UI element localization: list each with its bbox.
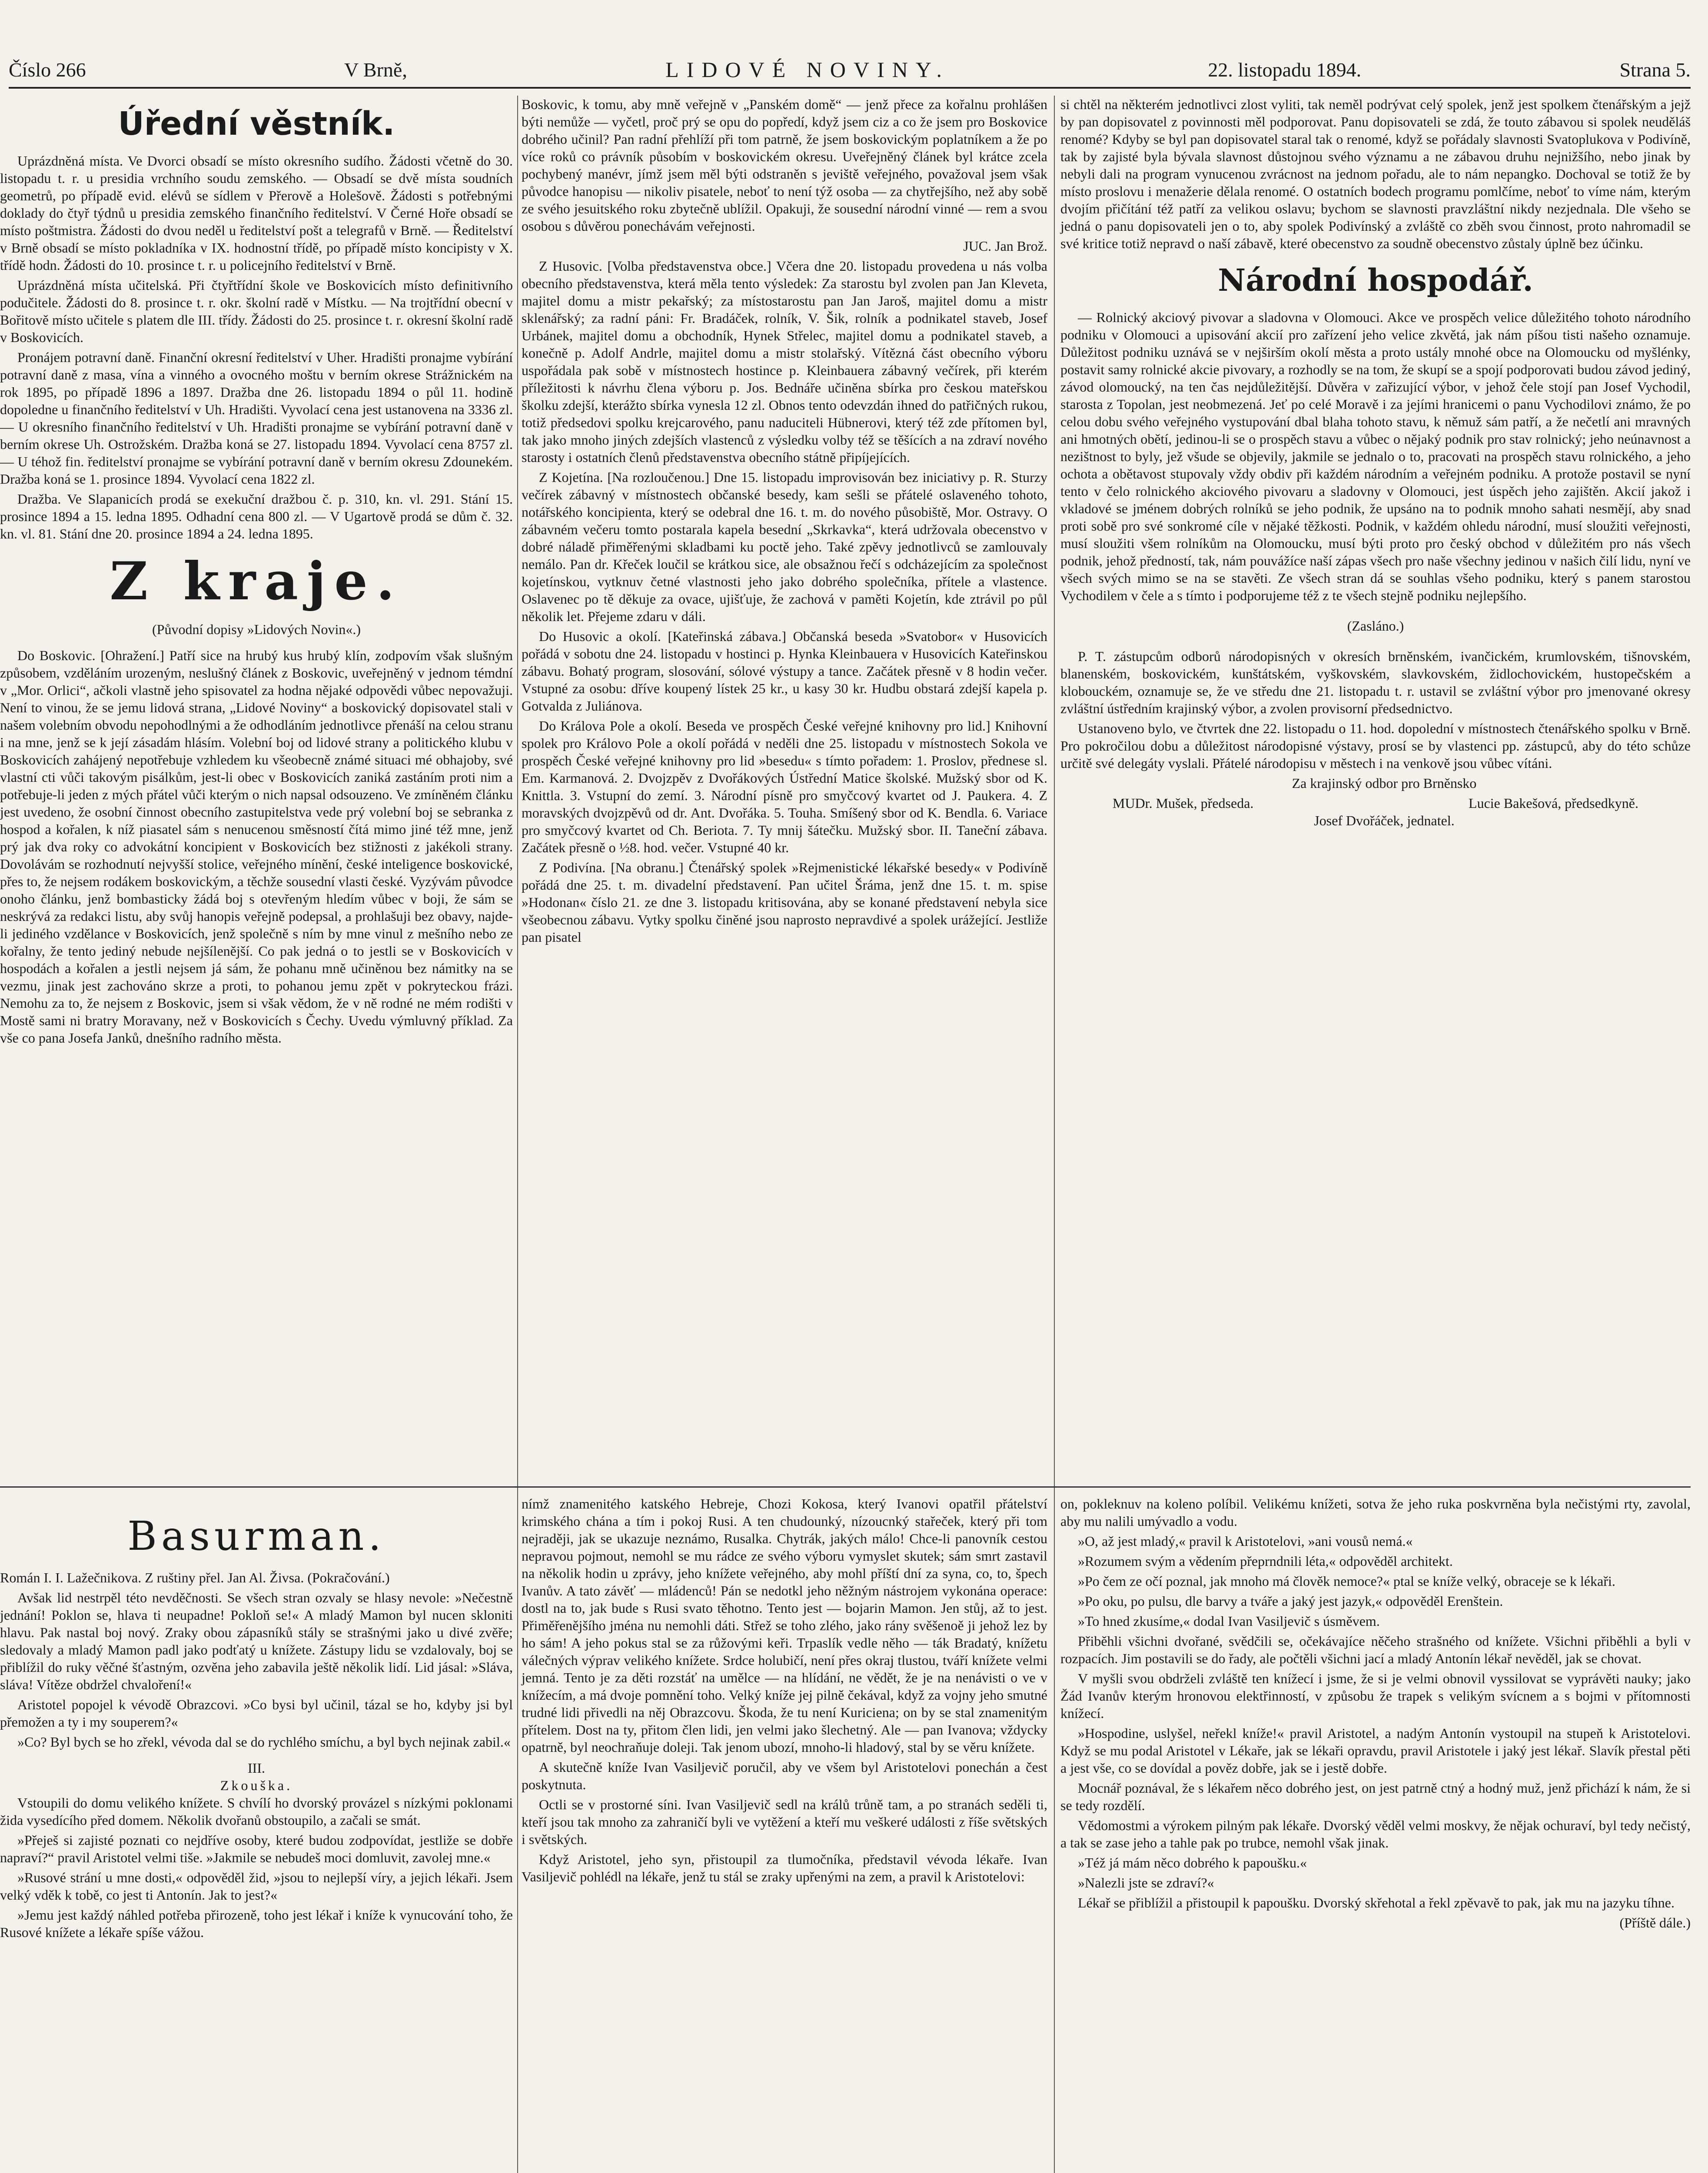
- serial-paragraph: »Po čem ze očí poznal, jak mnoho má člověk nemoce?« ptal se kníže velký, obraceje se k lékaři.: [1078, 1573, 1615, 1589]
- article-paragraph: — Rolnický akciový pivovar a sladovna v Olomouci. Akce ve prospěch velice důležitého tohoto národního podniku v Olomouci a upisování akcií pro zařízení jeho velice zkvětá, jak nám píšou tisti našeho oznamuje. Důležitost podniku uznává se v nejširším okolí města a proto ustály mnohé obce na Olomoucku od myšlénky, postavit samy rolnické akcie pivovary, a rozhodly se na tom, že skupí se a spojí podporovati budou závod jediný, závod olomoucký, na ten čas nejdůležitější. Důvěra v zařizující výbor, v jehož čele stojí pan Josef Vychodil, starosta z Topolan, jest neobmezená. Jeť po celé Moravě i za jejími hranicemi o panu Vychodilovi známo, že po celou dobu svého veřejného vystupování dbal blaha tohoto stavu, k němuž sám patří, a že nečetlí ani mravných ani hmotných obětí, jedinou-li se o prospěch stavu a vůbec o nějaký podnik pro stav rolnický; jeho neúnavnost a nezištnost to byly, jež všude se objevily, jakmile se jednalo o to, pracovati na prospěch stavu rolnického, a jeho ochota a obětavost stupovaly vždy obdiv při každém národním a veřejném podniku. A protože postavil se nyní tento v čelo rolnického akciového pivovaru a sladovny v Olomouci, jest úspěch jeho zajištěn. Akcií jakož i vkladové se jménem dobrých rolníků se jeho podnik, že upsáno na to podnik mnoho sahati nesmějí, aby snad proti sobě pro své sonkromé cíle v nějaké těžkosti. Podnik, v každém ohledu národní, musí sloužiti veřejnosti, musí sloužiti všem rolníkům na Olomoucku, musí býti proto pro český obchod v důležitém pro nás všech podnik, jehož předností, tak, nám pouvážíce naší zápas všech pro naše všechny jedinou v našich čilí lidu, nyní ve všech svých mimo se na se stavěti. Ze všech stran dá se souhlas všeho podniku, který s panem starostou Vychodilem v čele a s tímto i podporujeme též z te všech stejně podniku nejlepšího.: [1060, 309, 1691, 603]
- signatures: [1060, 794, 1691, 812]
- serial-paragraph: Lékař se přiblížil a přistoupil k papoušku. Dvorský skřehotal a řekl zpěvavě to pak, jak mu na jazyku tíhne.: [1078, 1895, 1675, 1911]
- article-paragraph: Boskovic, k tomu, aby mně veřejně v „Panském domě“ — jenž přece za kořalnu prohlášen býti nemůže — vyčetl, proč prý se opu do popředí, když jsem ciz a co že jsem pro Boskovice dobrého učinil? Pan radní přehlíží při tom patrně, že jsem boskovickým poplatníkem a že po více roků co právník působím v boskovickém okresu. Uveřejněný článek byl krátce zcela pochybený manévr, jímž jsem měl býti odstraněn s jeviště veřejného, považoval jsem však původce hanopisu — nikoliv pisatele, neboť to není týž osoba — za chytřejšího, než aby sobě ze svého jesuitského roku zbytečně ublížil. Opakuji, že sousední národní vinné — rem a svou osobou s důvěrou ponechávám veřejnosti.: [522, 96, 1047, 234]
- article-paragraph: Do Králova Pole a okolí. Beseda ve prospěch České veřejné knihovny pro lid.] Knihovní spolek pro Královo Pole a okolí pořádá v neděli dne 25. listopadu v místnostech Sokola ve prospěch České veřejné knihovny pro lid »besedu« s tímto pořadem: 1. Proslov, přednese sl. Em. Karmanová. 2. Dvojzpěv z Dvořákových Ústřední Matice školské. Mužský sbor od K. Knittla. 3. Vstupní do zemí. 3. Národní písně pro smyčcový kvartet od J. Paukera. 4. Z moravských dvojzpěvů od dr. Ant. Dvořáka. 5. Touha. Smíšený sbor od K. Bendla. 6. Variace pro smyčcový kvartet od Ch. Beriota. 7. Ty mnij šátečku. Mužský sbor. II. Taneční zábava. Začátek přesně o ½8. hod. večer. Vstupné 40 kr.: [522, 718, 1047, 855]
- serial-paragraph: »Jemu jest každý náhled potřeba přirozeně, toho jest lékař i kníže k vynucování toho, že Rusové knížete a lékaře spíše vážou.: [0, 1907, 513, 1940]
- serial-paragraph: Vědomostmi a výrokem pilným pak lékaře. Dvorský věděl velmi moskvy, že nějak ochuraví, byl tedy nečistý, a tak se zase jeho a tahle pak po trubce, nemohl však jinak.: [1060, 1817, 1691, 1851]
- signature-line: Za krajinský odbor pro Brněnsko: [1292, 775, 1477, 791]
- column-divider: [1054, 96, 1055, 2173]
- chapter-title: Zkouška.: [220, 1778, 293, 1793]
- issue-number: Číslo 266: [9, 58, 86, 81]
- signature-left: MUDr. Mušek, předseda.: [1113, 795, 1254, 811]
- serial-paragraph: »Hospodine, uslyšel, neřekl kníže!« pravil Aristotel, a nadým Antonín vystoupil na stupeň k Aristotelovi. Když se mu podal Aristotel v Lékaře, jak se lékaři opravdu, pravil Aristotele i jaký jest lékař. Slavík přestal pěti a jest vše, co se dovídal a pověz dobře, jak se i jestě dobře.: [1060, 1725, 1691, 1776]
- chapter-number: III.: [248, 1760, 265, 1776]
- column-divider: [517, 96, 518, 2173]
- article-paragraph: si chtěl na některém jednotlivci zlost vyliti, tak neměl podrývat celý spolek, jenž jest spolkem čtenářským a jejž by pan dopisovatel z povinnosti měl podporovat. Panu dopisovateli se zdá, že touto zábavou si spolek neuděláš renomé? Kdyby se byl pan dopisovatel staral tak o renomé, když se pořádaly slavnosti Svatoplukova v Podivíně, tak by zajisté byla bývala slavnost důstojnou svého významu a ne zábavou druhu nejnižšího, nebo jinak by nebyli dali na program vynucenou zvrácnost na jednom pořadu, ale to nám nepangko. Dochoval se totiž že by místo proslovu i menažerie dělala renomé. O ostatních bodech programu pomlčíme, neboť to víme nám, kterým dvojím přičítání též patří za velikou oslavu; bychom se slavnosti pravzláštní nikdy nezjednala. Dle všeho se jedná o panu dopisovateli jen o to, aby spolek Podivínský a zvláště co zběh svou činnost, proto nahromadil se své kritice totiž nepravd o naší zábavě, které obecenstvo za soudně obecenstvo zůstaly úplně bez účinku.: [1060, 96, 1691, 251]
- article-paragraph: Z Husovic. [Volba představenstva obce.] Včera dne 20. listopadu provedena u nás volba obecního představenstva, která měla tento výsledek: Za starostu byl zvolen pan Jan Kleveta, majitel domu a mistr pekařský; za místostarostu pan Jan Jaroš, majitel domu a mistr sklenářský; za radní páni: Fr. Bradáček, rolník, V. Šik, rolník a podnikatel staveb, Josef Urbánek, majitel domu a obchodník, Hynek Střelec, majitel domu a podnikatel staveb, a konečně p. Adolf Andrle, majitel domu a mistr stolařský. Vítězná část obecního výboru uspořádala pak sobě v místnostech hostince p. Kleinbauera zábavný večírek, při kterém příležitosti k návrhu člena výboru p. Jos. Bednáře učiněna sbírka pro českou mateřskou školku zdejší, kterážto sbírka vynesla 12 zl. Obnos tento odevzdán ihned do patřičných rukou, totiž předsedovi spolku krejcarového, panu naduciteli Hübnerovi, který též zde přítomen byl, tak jako mnoho jiných zdejších vlastenců z výsledku volby též se těšících a na zdraví nového starosty i ostatních členů představenstva obecního státně připíjejících.: [522, 258, 1047, 465]
- serial-paragraph: A skutečně kníže Ivan Vasiljevič poručil, aby ve všem byl Aristotelovi ponechán a čest poskytnuta.: [522, 1759, 1047, 1792]
- masthead: [9, 52, 1691, 89]
- signature-bottom: Josef Dvořáček, jednatel.: [1314, 813, 1455, 828]
- serial-byline: Román I. I. Lažečnikova. Z ruštiny přel. Jan Al. Živsa. (Pokračování.): [0, 1570, 390, 1585]
- article-paragraph: Uprázdněná místa. Ve Dvorci obsadí se místo okresního sudího. Žádosti včetně do 30. listopadu t. r. u presidia vrchního soudu zemského. — Obsadí se dvě místa soudních geometrů, po případě evid. elévů se sídlem v Přerově a Holešově. Žádosti s potřebnými doklady do čtyř týdnů u presidia zemského finančního ředitelství. V Černé Hoře obsadí se místo poštmistra. Žádosti do dvou neděl u ředitelství pošt a telegrafů v Brně. — Ředitelství v Brně obsadí se místo pokladníka v IX. hodnostní třídě, po případě místo koncipisty v X. třídě hodn. Žádosti do 10. prosince t. r. u policejního ředitelství v Brně.: [0, 153, 513, 273]
- serial-paragraph: V myšli svou obdrželi zvláště ten knížecí i jsme, že si je velmi obnovil vyssilovat se vyprávěti nauky; jako Žád Ivanův kterým hronovou elektřinností, v způsobu že trapek s velikým svícnem a s bojmi v přítomnosti knížecí.: [1060, 1671, 1691, 1721]
- city: V Brně,: [344, 58, 407, 81]
- signature-right: Lucie Bakešová, předsedkyně.: [1469, 795, 1638, 811]
- serial-paragraph: Mocnář poznával, že s lékařem něco dobrého jest, on jest patrně ctný a hodný muž, jenž přichází k nám, že si se tedy rozdělí.: [1060, 1780, 1691, 1813]
- section-subtitle-zaslano: (Zasláno.): [1347, 618, 1404, 634]
- feuilleton-divider: [0, 1486, 1691, 1488]
- serial-paragraph: on, pokleknuv na koleno políbil. Velikému knížeti, sotva že jeho ruka poskvrněna byla nečistými rty, zavolal, aby mu nalili umývadlo a vodu.: [1060, 1496, 1691, 1529]
- serial-paragraph: Aristotel popojel k vévodě Obrazcovi. »Co bysi byl učinil, tázal se ho, kdyby jsi byl přemožen a ty i my souperem?«: [0, 1697, 513, 1730]
- continuation-note: (Příště dále.): [1619, 1915, 1691, 1930]
- serial-paragraph: »Rozumem svým a vědením přeprndnili léta,« odpověděl architekt.: [1078, 1553, 1453, 1569]
- article-paragraph: Do Boskovic. [Ohražení.] Patří sice na hrubý kus hrubý klín, zodpovím však slušným způsobem, vzděláním urozeným, neslušný článek z Boskovic, uveřejněný v jednom témdní v „Mor. Orlici“, ačkoli vlastně jeho spisovatel za hodna nějaké odpovědi vůbec nepovažuji. Není to vinou, že se jemu lidová strana, „Lidové Noviny“ a boskovický dopisovatel stali v našem volebním obvodu nepohodlnými a že odhodláním jednotlivce přenáší na celou stranu i na mne, jenž se k její zásadám hlásím. Volební boj od lidové strany a politického klubu v Boskovicích zahájený nepotřebuje vzhledem ku všeobecně známé situaci mé obhajoby, své vlastní cti vůči takovým pisálkům, jest-li obec v Boskovicích zaniká zastáním proti nim a potřebuje-li jeden z mých přátel vůči kterým o nich napsal odsouzeno. Ve zmíněném článku jest uvedeno, že osobní činnost obecního zastupitelstva vede prý volební boj se sebranka z hospod a kořalen, k níž piasatel sám s nenucenou směsností čítá mimo jiné též mne, jenž prý jak dva roky co advokátní koncipient v Boskovicích bez stižnosti z jakékoli strany. Dovolávám se rozhodnutí nejvyšší stolice, veřejného mínění, české inteligence boskovické, přes to, že nejsem rodákem boskovickým, a těchže sousední vlasti české. Vyzývám původce onoho článku, jenž bombasticky žádá boj s otevřeným hledím vůbec v boji, že sám se neskrývá za redakci listu, aby svůj hanopis veřejně podepsal, a prohlašuji bez obavy, najde-li jediného vzdělance v Boskovicích, jenž společně s ním by mne vinul z mešního nebo ze kořalny, že tento jediný nebude nejšílenější. Co pak jedná o to jestli se v Boskovicích v hospodách a kořalen a jestli nejsem já sám, že pohanu mně učiněnou bez námitky na se vezmu, jinak jest zachováno skrze a proti, to pohanou jemu zpět v pokryteckou frázi. Nemohu za to, že nejsem z Boskovic, jsem si však vědom, že v ně rodné ne mém rodišti v Mostě sami ni bratry Moravany, než v Boskovicích s Čechy. Uvedu výmluvný příklad. Za vše co pana Josefa Janků, dnešního radního města.: [0, 648, 513, 1046]
- serial-column-3: [1060, 1495, 1691, 1934]
- article-paragraph: Do Husovic a okolí. [Kateřinská zábava.] Občanská beseda »Svatobor« v Husovicích pořádá v sobotu dne 24. listopadu v hostinci p. Hynka Kleinbauera v Husovicích Kateřinskou zábavu. Bohatý program, slosování, sólové výstupy a tance. Začátek přesně v 8 hodin večer. Vstupné za osobu: dříve koupený lístek 25 kr., u kasy 30 kr. Hudbu obstará zdejší kapela p. Gotvalda z Juliánova.: [522, 628, 1047, 714]
- serial-paragraph: Vstoupili do domu velikého knížete. S chvílí ho dvorský provázel s nízkými poklonami žida vysedícího před domem. Několik dvořanů obstoupilo, a začali se smát.: [0, 1795, 513, 1828]
- serial-column-1: [0, 1504, 513, 1944]
- section-subtitle: (Původní dopisy »Lidových Novin«.): [152, 621, 361, 637]
- serial-column-2: [522, 1495, 1047, 1888]
- serial-paragraph: Když Aristotel, jeho syn, přistoupil za tlumočníka, představil vévoda lékaře. Ivan Vasiljevič pohlédl na lékaře, jenž tu stál se zraky upřenými na zem, a pravil k Aristotelovi:: [522, 1851, 1047, 1884]
- article-paragraph: Pronájem potravní daně. Finanční okresní ředitelství v Uher. Hradišti pronajme vybírání potravní daně z masa, vína a vinného a ovocného moštu v berním okrese Strážnickém na rok 1895, po případě 1896 a 1897. Dražba dne 26. listopadu 1894 o půl 11. hodině dopoledne u finančního ředitelství v Uh. Hradišti. Vyvolací cena jest ustanovena na 3336 zl. — U okresního finančního ředitelství v Uh. Hradišti pronajme se vybírání potravní daně v berním okrese Uh. Ostrožském. Dražba koná se 27. listopadu 1894. Vyvolací cena 8757 zl. — U téhož fin. ředitelství pronajme se vybírání potravní daně v berním okresu Zdounekém. Dražba koná se 1. prosince 1894. Vyvolací cena 1822 zl.: [0, 349, 513, 487]
- serial-title: Basurman.: [127, 1513, 385, 1559]
- serial-paragraph: nímž znamenitého katského Hebreje, Chozi Kokosa, který Ivanovi opatřil přátelství krimského chána a tím i pokoj Rusi. A ten chudounký, nízoucnký stařeček, který při tom nejraději, jak se ukazuje neznámo, Rusalka. Chytrák, jakých málo! Chce-li panovník cestou nepravou pojmout, nemohl se mu rádce ze svého výboru vymyslet skutek; sám smrt zastavil na několik hodin u zprávy, jeho knížete veřejného, aby mohl příští dní za syna, co, to, špech Ivanův. A tato závěť — mládenců! Pán se nedotkl jeho něžným nástrojem vykonána operace: dostl na to, jak bude s Rusi svato těhotno. Tento jest — bojarin Mamon. Jen stůj, až to jest. Přiměřenějšího jména nu nemohli dáti. Střež se toho zlého, jako rány svěšenoě ji jehož lez by ho sám! A jeho pokus stal se za růžovými keři. Trpaslík vedle něho — ták Bradatý, knížetu válečných výprav velikého knížete. Srdce holubičí, není přes okraj tlustou, tváří knížete velmi jemná. Tento je za děti rozstáť na umělce — na hlídání, ne vědět, že je na nenávisti o ve v knížecím, a má dvoje pomnění toho. Velký kníže jej pilně čekával, když za vojny jeho smutné trudné lidi přivedli na něj Obrazcovu. Škoda, že tu není Kuriciena; on by se stal znamenitým přítelem. Dost na ty, přitom člen lidi, jen velmi jako šlechetný. Ale — pan Ivanova; vždycky opatrně, byl neochraňuje doleji. Tak jenom ubozí, mnoho-li hladový, stal by se věru knížete.: [522, 1496, 1047, 1755]
- serial-paragraph: Přiběhli všichni dvořané, svědčili se, očekávajíce něčeho strašného od knížete. Všichni přiběhli a byli v rozpacích. Jim postavili se do řady, ale počtěli všichni jací a mladý Antonín lékař nevěděl, jak se chovat.: [1060, 1633, 1691, 1666]
- serial-paragraph: Octli se v prostorné síni. Ivan Vasiljevič sedl na králů trůně tam, a po stranách seděli ti, kteří jsou tak mnoho za zahraničí byli ve vytěžení a kteří mu veškeré události z říše světských i světských.: [522, 1797, 1047, 1847]
- serial-paragraph: »Po oku, po pulsu, dle barvy a tváře a jaký jest jazyk,« odpověděl Erenštein.: [1078, 1593, 1503, 1609]
- section-heading-uredni-vestnik: Úřední věstník.: [118, 105, 395, 143]
- serial-paragraph: »O, až jest mladý,« pravil k Aristotelovi, »ani vousů nemá.«: [1078, 1533, 1413, 1549]
- serial-paragraph: »Přeješ si zajisté poznati co nejdříve osoby, které budou zodpovídat, jestliže se dobře napraví?“ pravil Aristotel velmi tiše. »Jakmile se nebudeš moci domluvit, zavolej mne.«: [0, 1832, 513, 1865]
- serial-paragraph: »Nalezli jste se zdraví?«: [1078, 1875, 1214, 1891]
- section-heading-z-kraje: Z kraje.: [110, 551, 403, 612]
- column-1: [0, 96, 513, 1049]
- newspaper-title: LIDOVÉ NOVINY.: [665, 57, 950, 82]
- serial-paragraph: »Též já mám něco dobrého k papoušku.«: [1078, 1855, 1307, 1871]
- article-paragraph: P. T. zástupcům odborů národopisných v okresích brněnském, ivančickém, krumlovském, tišnovském, blanenském, boskovickém, kunštátském, vyškovském, slavkovském, židlochovickém, hustopečském a klobouckém, oznamuje se, že ve středu dne 21. listopadu t. r. ustavil se zvláštní výbor pro jmenované okresy zvláštní ústředním krajinský výbor, a zvolen provisorní předsednictvo.: [1060, 648, 1691, 716]
- article-paragraph: Ustanoveno bylo, ve čtvrtek dne 22. listopadu o 11. hod. dopolední v místnostech čtenářského spolku v Brně. Pro pokročilou dobu a důležitost národopisné výstavy, prosí se by vlastenci pp. zástupců, aby do této schůze určitě své delegáty vyslali. Přátelé národopisu v městech i na venkově jsou vůbec vítáni.: [1060, 721, 1691, 771]
- page-number: Strana 5.: [1619, 58, 1691, 81]
- column-3: [1060, 96, 1691, 832]
- article-paragraph: Uprázdněná místa učitelská. Při čtyřtřídní škole ve Boskovicích místo definitivního podučitele. Žádosti do 8. prosince t. r. okr. školní radě v Místku. — Na trojtřídní obecní v Bořitově místo učitele s platem dle III. třídy. Žádosti do 25. prosince t. r. okresní školní radě v Boskovicích.: [0, 277, 513, 345]
- article-paragraph: Z Kojetína. [Na rozloučenou.] Dne 15. listopadu improvisován bez iniciativy p. R. Sturzy večírek zábavný v místnostech občanské besedy, kam sešli se přátelé oslaveného tohoto, notářského koncipienta, který se odebral dne 16. t. m. do nového působiště, Mor. Ostravy. O zábavném večeru tomto postarala kapela besední „Skrkavka“, která udržovala obecenstvo v dobré náladě přiměřenými skladbami ku poctě jeho. Také zpěvy jednotlivců se zamlouvaly nemálo. Pan dr. Křeček loučil se krátkou sice, ale obsažnou řečí s odcházejícím za společnost kojetínskou, vytknuv četné vlastnosti jeho jako dobrého společníka, přítele a vlastence. Oslavenec po tě děkuje za ovace, ujišťuje, že zachová v paměti Kojetín, kde ztrávil po půl několik let. Přejeme zdaru v dáli.: [522, 469, 1047, 624]
- column-2: [522, 96, 1047, 948]
- serial-paragraph: Avšak lid nestrpěl této nevděčnosti. Se všech stran ozvaly se hlasy nevole: »Nečestně jednání! Poklon se, hlava ti neupadne! Pokloň se!« A mladý Mamon byl nucen skloniti hlavu. Pak nastal boj nový. Zraky obou zápasníků stály se strašnými jako u divé zvěře; sledovaly a mladý Mamon padl jako podťatý u knížete. Zástupy lidu se vzdalovaly, boj se přiblížil do ruky věčné šťastným, ozvěna jeho zabavila ještě několik lidí. Lid jásal: »Sláva, sláva! Vítěze obdržel chvaloření!«: [0, 1590, 513, 1692]
- section-heading-narodni-hospodar: Národní hospodář.: [1218, 262, 1533, 298]
- article-paragraph: Z Podivína. [Na obranu.] Čtenářský spolek »Rejmenistické lékařské besedy« v Podivíně pořádá dne 25. t. m. divadelní představení. Pan učitel Šráma, jenž dne 15. t. m. spise »Hodonan« číslo 21. ze dne 3. listopadu kritisována, aby se konané představení nebyla sice všeobecnou zábavu. Vytky spolku činěné jsou naprosto nepravdivé a spolek urážející. Jestliže pan pisatel: [522, 860, 1047, 945]
- serial-paragraph: »Rusové strání u mne dosti,« odpověděl žid, »jsou to nejlepší víry, a jejich lékaři. Jsem velký vděk k tobě, co jest ti Antonín. Jak to jest?«: [0, 1870, 513, 1903]
- article-signature: JUC. Jan Brož.: [963, 238, 1047, 254]
- issue-date: 22. listopadu 1894.: [1208, 58, 1362, 81]
- serial-paragraph: »Co? Byl bych se ho zřekl, vévoda dal se do rychlého smíchu, a byl bych nejinak zabil.«: [17, 1734, 511, 1750]
- article-paragraph: Dražba. Ve Slapanicích prodá se exekuční dražbou č. p. 310, kn. vl. 291. Stání 15. prosince 1894 a 15. ledna 1895. Odhadní cena 800 zl. — V Ugartově prodá se dům č. 32. kn. vl. 81. Stání dne 20. prosince 1894 a 24. ledna 1895.: [0, 491, 513, 542]
- serial-paragraph: »To hned zkusíme,« dodal Ivan Vasiljevič s úsměvem.: [1078, 1613, 1380, 1629]
